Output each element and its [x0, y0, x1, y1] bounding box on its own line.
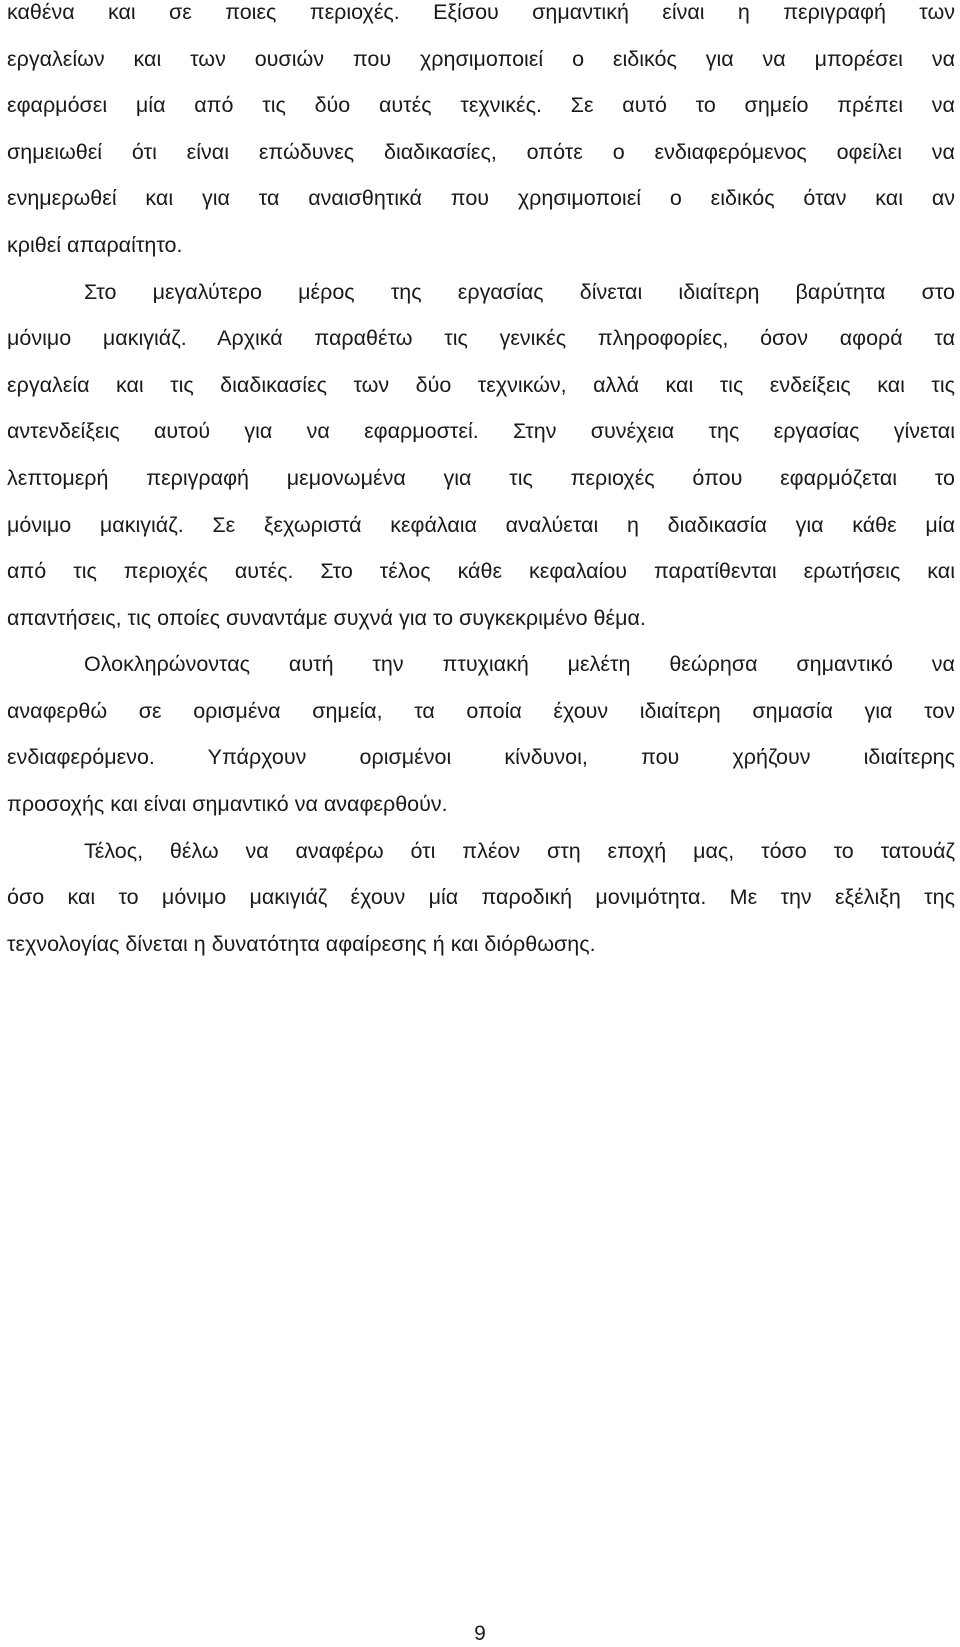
- text-line: Τέλος, θέλω να αναφέρω ότι πλέον στη εποχή μας, τόσο το τατουάζ: [84, 839, 955, 863]
- text-line: μόνιμο μακιγιάζ. Αρχικά παραθέτω τις γενικές πληροφορίες, όσον αφορά τα: [7, 326, 955, 350]
- text-line: προσοχής και είναι σημαντικό να αναφερθούν.: [7, 792, 448, 816]
- page-number: 9: [474, 1622, 486, 1645]
- text-line: καθένα και σε ποιες περιοχές. Εξίσου σημαντική είναι η περιγραφή των: [7, 0, 955, 24]
- text-line: από τις περιοχές αυτές. Στο τέλος κάθε κεφαλαίου παρατίθενται ερωτήσεις και: [7, 559, 955, 583]
- text-line: λεπτομερή περιγραφή μεμονωμένα για τις περιοχές όπου εφαρμόζεται το: [7, 466, 955, 490]
- text-line: τεχνολογίας δίνεται η δυνατότητα αφαίρεσης ή και διόρθωσης.: [7, 932, 596, 956]
- text-line: κριθεί απαραίτητο.: [7, 233, 183, 257]
- text-line: εφαρμόσει μία από τις δύο αυτές τεχνικές. Σε αυτό το σημείο πρέπει να: [7, 93, 955, 117]
- text-line: ενημερωθεί και για τα αναισθητικά που χρησιμοποιεί ο ειδικός όταν και αν: [7, 186, 955, 210]
- text-line: μόνιμο μακιγιάζ. Σε ξεχωριστά κεφάλαια αναλύεται η διαδικασία για κάθε μία: [7, 513, 955, 537]
- text-line: όσο και το μόνιμο μακιγιάζ έχουν μία παροδική μονιμότητα. Με την εξέλιξη της: [7, 885, 955, 909]
- text-line: εργαλείων και των ουσιών που χρησιμοποιεί ο ειδικός για να μπορέσει να: [7, 47, 955, 71]
- text-line: αναφερθώ σε ορισμένα σημεία, τα οποία έχουν ιδιαίτερη σημασία για τον: [7, 699, 955, 723]
- text-line: Ολοκληρώνοντας αυτή την πτυχιακή μελέτη θεώρησα σημαντικό να: [84, 652, 955, 676]
- text-line: ενδιαφερόμενο. Υπάρχουν ορισμένοι κίνδυνοι, που χρήζουν ιδιαίτερης: [7, 745, 955, 769]
- text-line: αντενδείξεις αυτού για να εφαρμοστεί. Στην συνέχεια της εργασίας γίνεται: [7, 419, 955, 443]
- text-line: εργαλεία και τις διαδικασίες των δύο τεχνικών, αλλά και τις ενδείξεις και τις: [7, 373, 955, 397]
- text-line: Στο μεγαλύτερο μέρος της εργασίας δίνεται ιδιαίτερη βαρύτητα στο: [84, 280, 955, 304]
- text-line: σημειωθεί ότι είναι επώδυνες διαδικασίες, οπότε ο ενδιαφερόμενος οφείλει να: [7, 140, 955, 164]
- text-line: απαντήσεις, τις οποίες συναντάμε συχνά για το συγκεκριμένο θέμα.: [7, 606, 646, 630]
